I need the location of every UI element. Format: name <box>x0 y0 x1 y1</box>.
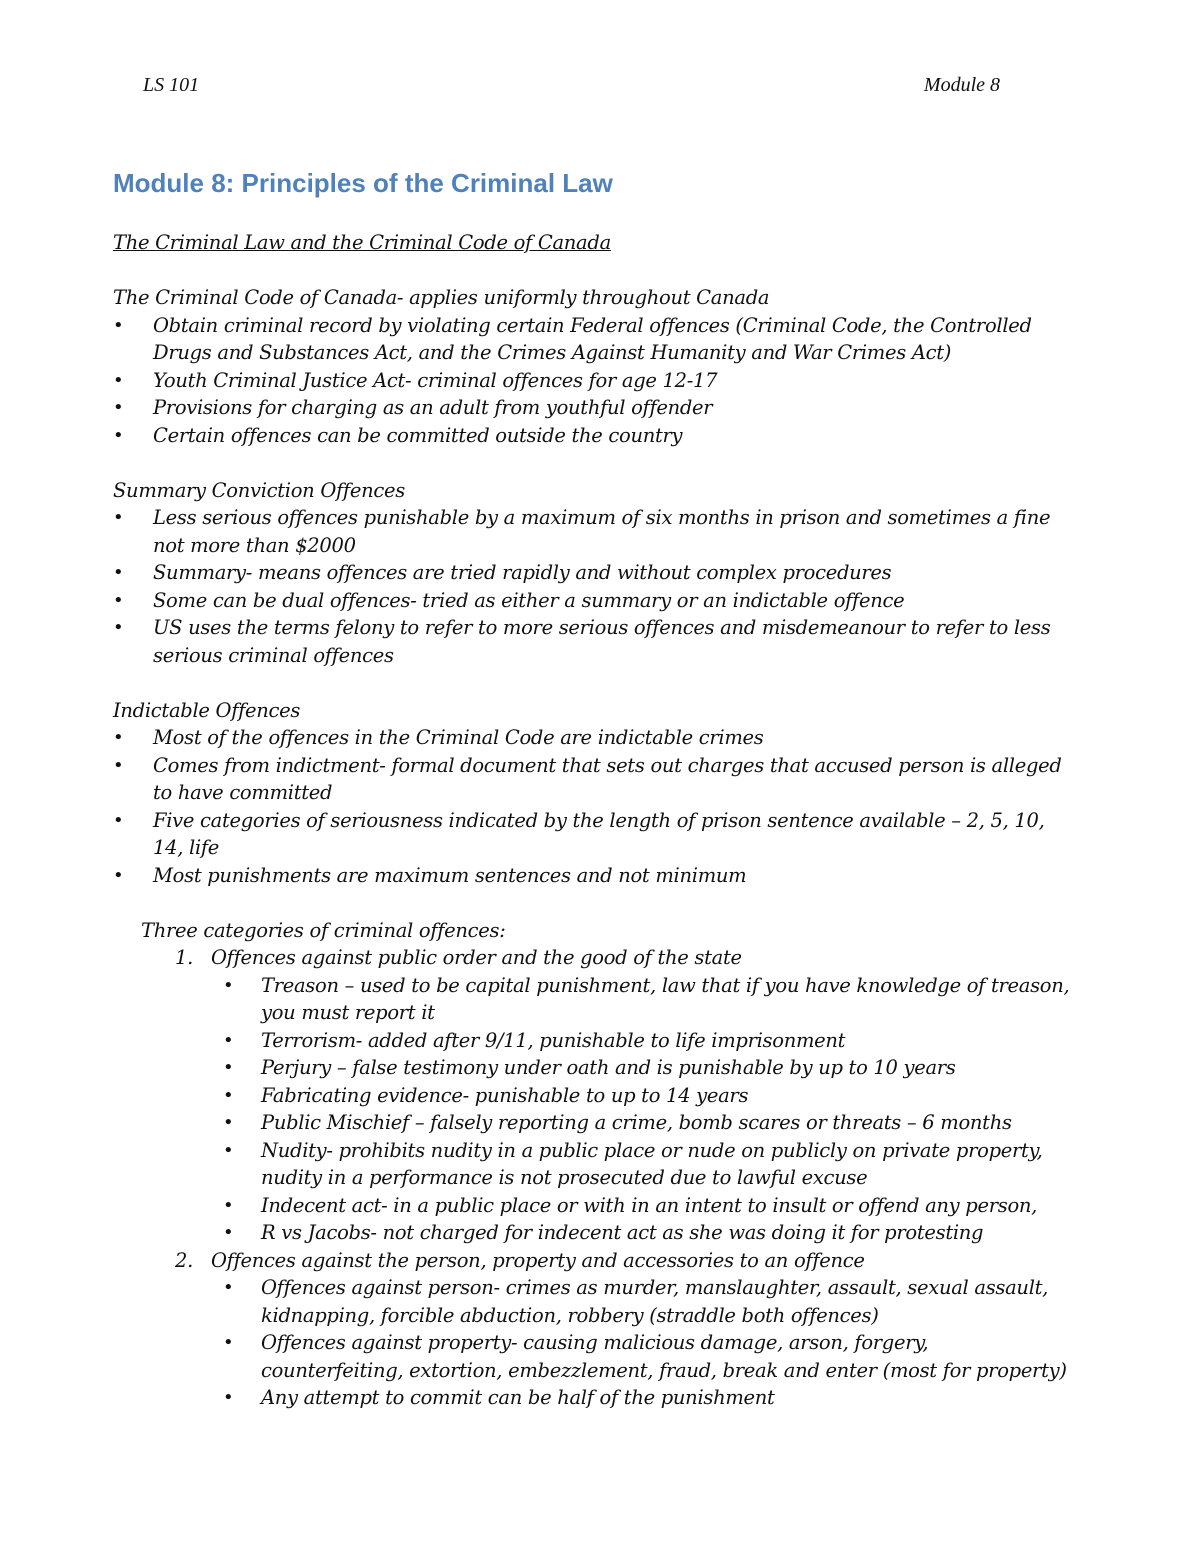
bullet-icon: • <box>113 507 124 528</box>
list-item: • Indecent act- in a public place or with in an intent to insult or offend any person, <box>223 1192 1073 1220</box>
bullet-icon: • <box>113 562 124 583</box>
list-item: • Most of the offences in the Criminal Code are indictable crimes <box>113 724 1073 752</box>
list-item: • Obtain criminal record by violating certain Federal offences (Criminal Code, the Controlled Drugs and Substances Act, and the Crimes Against Humanity and War Crimes Act) <box>113 313 1032 364</box>
category-label: Offences against public order and the good of the state <box>211 946 742 969</box>
list-item: • US uses the terms felony to refer to more serious offences and misdemeanour to refer to less serious criminal offences <box>113 616 1051 667</box>
list-item: • Provisions for charging as an adult from youthful offender <box>113 394 1073 422</box>
code-heading: The Criminal Code of Canada- applies uniformly throughout Canada <box>113 286 770 309</box>
bullet-icon: • <box>113 589 124 611</box>
bullet-icon: • <box>223 1387 234 1408</box>
list-item: • Perjury – false testimony under oath and is punishable by up to 10 years <box>223 1054 1073 1082</box>
category-item <box>175 1247 1073 1412</box>
bullet-icon: • <box>113 314 124 336</box>
list-item: • R vs Jacobs- not charged for indecent act as she was doing it for protesting <box>223 1219 1073 1247</box>
bullet-icon: • <box>113 754 124 776</box>
list-item: • Comes from indictment- formal document that sets out charges that accused person is alleged to have committed <box>113 753 1062 804</box>
bullet-icon: • <box>223 1194 234 1216</box>
summary-list <box>113 504 1073 669</box>
list-item: • Less serious offences punishable by a maximum of six months in prison and sometimes a fine not more than $2000 <box>113 506 1051 557</box>
bullet-icon: • <box>223 974 234 996</box>
bullet-icon: • <box>223 1332 234 1353</box>
bullet-icon: • <box>223 1222 234 1243</box>
list-item: • Offences against property- causing malicious damage, arson, forgery, counterfeiting, extortion, embezzlement, fraud, break and enter (most for property) <box>223 1331 1067 1382</box>
header-module: Module 8 <box>923 74 1000 96</box>
header-course: LS 101 <box>143 74 200 96</box>
list-item: • Some can be dual offences- tried as either a summary or an indictable offence <box>113 587 1073 615</box>
list-item: • Summary- means offences are tried rapidly and without complex procedures <box>113 559 1073 587</box>
bullet-icon: • <box>113 809 124 831</box>
bullet-icon: • <box>223 1277 234 1298</box>
category-item <box>175 944 1073 1247</box>
indictable-list <box>113 724 1073 889</box>
page-title: Module 8: Principles of the Criminal Law <box>113 168 613 198</box>
categories-list <box>113 944 1073 1412</box>
bullet-icon: • <box>223 1057 234 1078</box>
bullet-icon: • <box>223 1112 234 1133</box>
category-label: Offences against the person, property and accessories to an offence <box>211 1248 865 1272</box>
category-sublist <box>211 972 1073 1247</box>
list-item: • Nudity- prohibits nudity in a public place or nude on publicly on private property, nudity in a performance is not prosecuted due to lawful excuse <box>223 1138 1043 1189</box>
bullet-icon: • <box>113 369 124 391</box>
code-list <box>113 312 1073 450</box>
list-item: • Most punishments are maximum sentences and not minimum <box>113 862 1073 890</box>
list-item: • Certain offences can be committed outside the country <box>113 422 1073 450</box>
bullet-icon: • <box>113 727 124 748</box>
bullet-icon: • <box>113 864 124 886</box>
list-item: • Youth Criminal Justice Act- criminal offences for age 12-17 <box>113 367 1073 395</box>
list-item: • Five categories of seriousness indicated by the length of prison sentence available – 2, 5, 10, 14, life <box>113 808 1045 859</box>
list-item: • Public Mischief – falsely reporting a crime, bomb scares or threats – 6 months <box>223 1109 1073 1137</box>
summary-heading: Summary Conviction Offences <box>113 478 405 502</box>
list-item: • Fabricating evidence- punishable to up to 14 years <box>223 1082 1073 1110</box>
bullet-icon: • <box>113 397 124 418</box>
list-item: • Any attempt to commit can be half of the punishment <box>223 1384 1073 1412</box>
category-number: 2. <box>175 1248 194 1272</box>
list-item: • Terrorism- added after 9/11, punishable to life imprisonment <box>223 1027 1073 1055</box>
section-subtitle: The Criminal Law and the Criminal Code of Canada <box>113 231 611 254</box>
categories-heading: Three categories of criminal offences: <box>141 918 506 942</box>
bullet-icon: • <box>223 1084 234 1106</box>
list-item: • Offences against person- crimes as murder, manslaughter, assault, sexual assault, kidnapping, forcible abduction, robbery (straddle both offences) <box>223 1276 1049 1327</box>
document-body <box>113 229 1073 1412</box>
bullet-icon: • <box>223 1139 234 1161</box>
category-sublist <box>211 1274 1073 1412</box>
bullet-icon: • <box>223 1029 234 1051</box>
bullet-icon: • <box>113 617 124 638</box>
list-item: • Treason – used to be capital punishment, law that if you have knowledge of treason, you must report it <box>223 973 1070 1024</box>
bullet-icon: • <box>113 424 124 446</box>
category-number: 1. <box>175 946 194 969</box>
indictable-heading: Indictable Offences <box>113 698 301 722</box>
